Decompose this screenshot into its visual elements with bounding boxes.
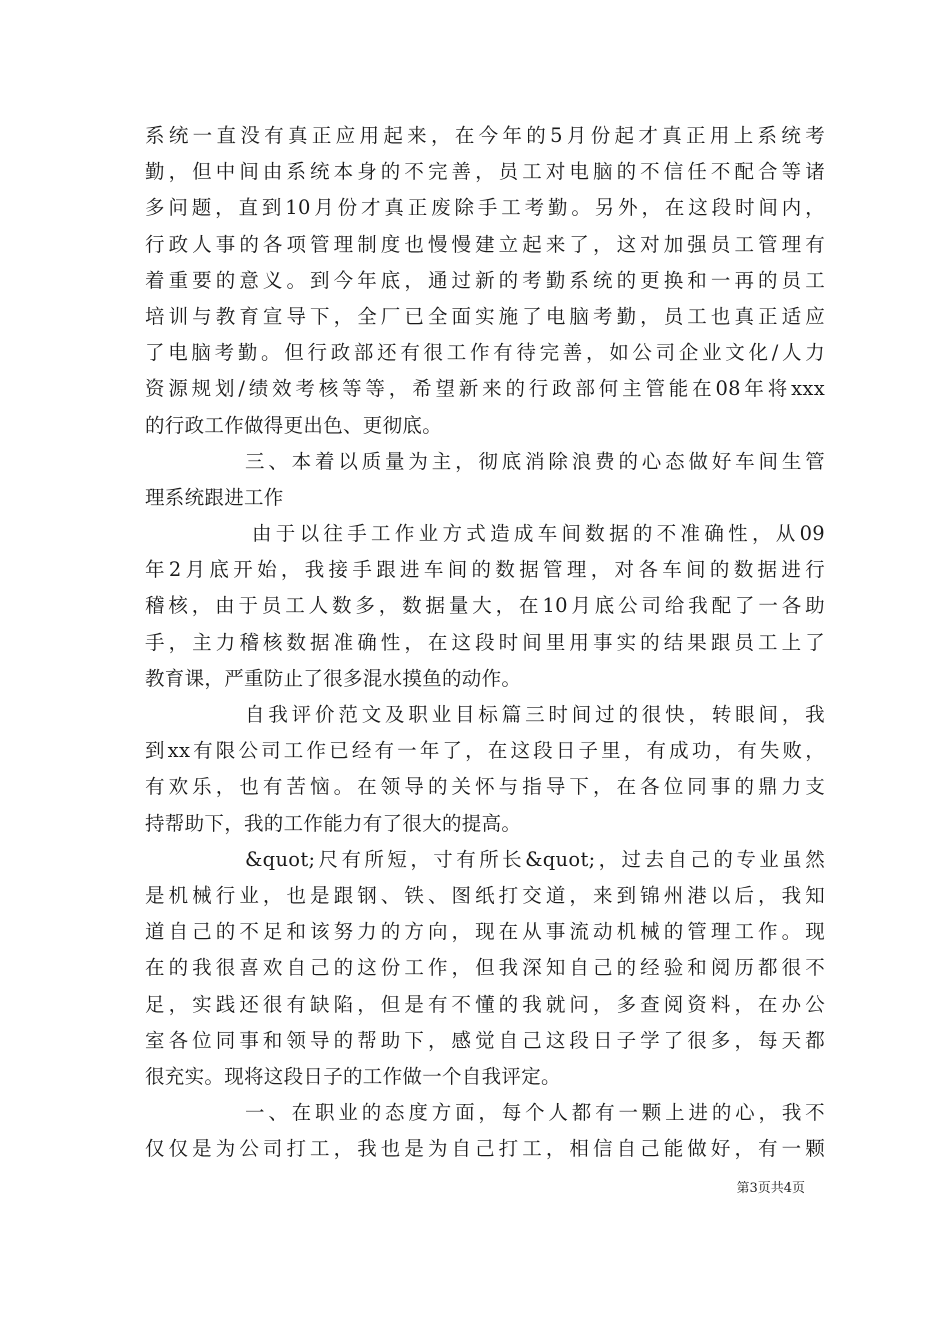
text-line: 资源规划/绩效考核等等，希望新来的行政部何主管能在08年将xxx — [145, 377, 825, 401]
text-line: 教育课，严重防止了很多混水摸鱼的动作。 — [145, 666, 522, 690]
text-line: 稽核，由于员工人数多，数据量大，在10月底公司给我配了一各助 — [145, 594, 825, 618]
page-footer: 第3页共4页 — [736, 1181, 805, 1196]
text-line: 行政人事的各项管理制度也慢慢建立起来了，这对加强员工管理有 — [145, 232, 825, 256]
text-line: 系统一直没有真正应用起来，在今年的5月份起才真正用上系统考 — [145, 124, 825, 147]
text-line: 由于以往手工作业方式造成车间数据的不准确性，从09 — [252, 522, 825, 546]
text-line: 年2月底开始，我接手跟进车间的数据管理，对各车间的数据进行 — [145, 558, 825, 582]
text-line: 道自己的不足和该努力的方向，现在从事流动机械的管理工作。现 — [145, 920, 825, 944]
text-line: 培训与教育宣导下，全厂已全面实施了电脑考勤，员工也真正适应 — [145, 304, 825, 328]
text-line: 的行政工作做得更出色、更彻底。 — [145, 413, 443, 437]
text-line: 手，主力稽核数据准确性，在这段时间里用事实的结果跟员工上了 — [145, 630, 825, 654]
text-line: 仅仅是为公司打工，我也是为自己打工，相信自己能做好，有一颗 — [145, 1137, 825, 1161]
text-line: 很充实。现将这段日子的工作做一个自我评定。 — [145, 1064, 561, 1088]
text-line: 有欢乐，也有苦恼。在领导的关怀与指导下，在各位同事的鼎力支 — [145, 775, 825, 799]
text-line: &quot;尺有所短，寸有所长&quot;，过去自己的专业虽然 — [245, 847, 825, 871]
text-line: 足，实践还很有缺陷，但是有不懂的我就问，多查阅资料，在办公 — [145, 992, 825, 1016]
text-line: 了电脑考勤。但行政部还有很工作有待完善，如公司企业文化/人力 — [145, 341, 825, 365]
document-body — [145, 118, 825, 1167]
text-line: 在的我很喜欢自己的这份工作，但我深知自己的经验和阅历都很不 — [145, 956, 825, 980]
text-line: 室各位同事和领导的帮助下，感觉自己这段日子学了很多，每天都 — [145, 1028, 825, 1052]
text-line: 多问题，直到10月份才真正废除手工考勤。另外，在这段时间内， — [145, 196, 825, 220]
text-line: 着重要的意义。到今年底，通过新的考勤系统的更换和一再的员工 — [145, 268, 825, 292]
text-line: 理系统跟进工作 — [145, 485, 284, 509]
text-line: 一、在职业的态度方面，每个人都有一颗上进的心，我不 — [245, 1101, 825, 1125]
text-line: 是机械行业，也是跟钢、铁、图纸打交道，来到锦州港以后，我知 — [145, 883, 825, 907]
text-line: 勤，但中间由系统本身的不完善，员工对电脑的不信任不配合等诸 — [145, 160, 825, 184]
text-line: 自我评价范文及职业目标篇三时间过的很快，转眼间，我 — [245, 703, 825, 726]
text-line: 到xx有限公司工作已经有一年了，在这段日子里，有成功，有失败， — [145, 739, 825, 763]
text-line: 持帮助下，我的工作能力有了很大的提高。 — [145, 811, 522, 835]
text-line: 三、本着以质量为主，彻底消除浪费的心态做好车间生管 — [245, 449, 825, 473]
